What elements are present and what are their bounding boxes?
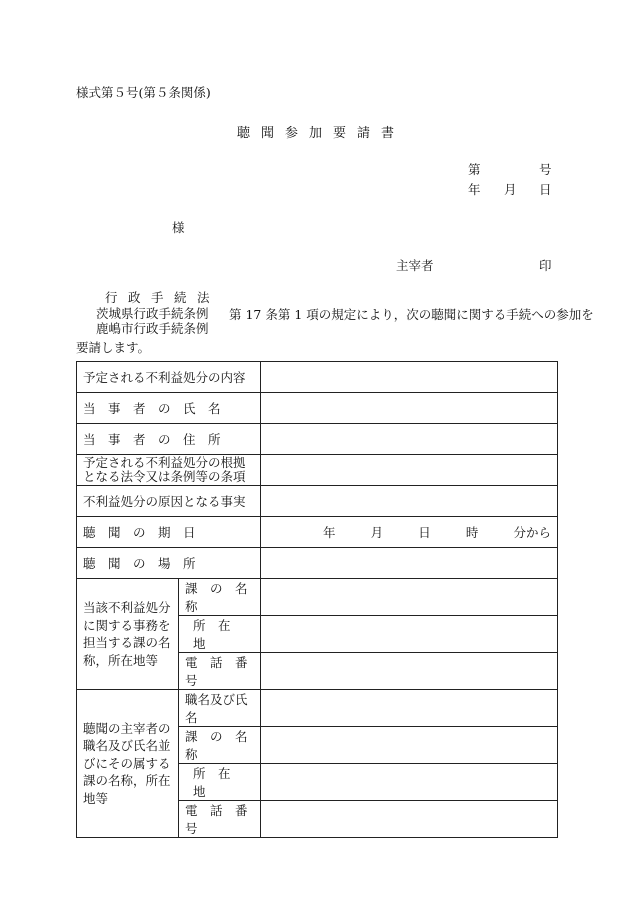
row-label: 予定される不利益処分の内容 <box>77 362 261 393</box>
row-label: 予定される不利益処分の根拠となる法令又は条例等の条項 <box>77 455 261 486</box>
value-cell[interactable] <box>261 764 558 801</box>
host-section-label: 聴聞の主宰者の職名及び氏名並びにその属する課の名称，所在地等 <box>77 690 179 838</box>
table-row <box>77 424 558 455</box>
sub-label: 課 の 名 称 <box>179 579 261 616</box>
value-cell[interactable] <box>261 727 558 764</box>
hearing-date-line <box>323 523 551 541</box>
value-cell[interactable] <box>261 616 558 653</box>
value-cell[interactable] <box>261 579 558 616</box>
table-row <box>77 362 558 393</box>
sub-label: 所 在 地 <box>179 616 261 653</box>
law-item: 鹿嶋市行政手続条例 <box>96 321 209 336</box>
table-row <box>77 690 558 727</box>
sub-label: 課 の 名 称 <box>179 727 261 764</box>
sub-label: 所 在 地 <box>179 764 261 801</box>
addressee-suffix: 様 <box>172 220 185 235</box>
hearing-date-cell[interactable] <box>261 517 558 548</box>
hearing-date-day: 日 <box>418 525 431 540</box>
host-label: 主宰者 <box>396 258 434 273</box>
body-text-continued: 要請します。 <box>76 340 151 355</box>
doc-no-prefix: 第 <box>468 162 481 177</box>
law-item: 行 政 手 続 法 <box>105 290 209 305</box>
hearing-date-year: 年 <box>323 525 336 540</box>
law-item: 茨城県行政手続条例 <box>96 305 209 321</box>
table-row <box>77 517 558 548</box>
value-cell[interactable] <box>261 424 558 455</box>
value-cell[interactable] <box>261 653 558 690</box>
row-label: 不利益処分の原因となる事実 <box>77 486 261 517</box>
sub-label: 電 話 番 号 <box>179 653 261 690</box>
sub-label: 職名及び氏名 <box>179 690 261 727</box>
date-year: 年 <box>468 182 481 197</box>
document-title: 聴聞参加要請書 <box>237 126 406 141</box>
doc-no-suffix: 号 <box>539 162 552 177</box>
hearing-date-month: 月 <box>370 525 384 540</box>
form-number: 様式第５号(第５条関係) <box>76 85 211 100</box>
value-cell[interactable] <box>261 690 558 727</box>
date-day: 日 <box>539 182 552 197</box>
value-cell[interactable] <box>261 455 558 486</box>
table-row <box>77 455 558 486</box>
row-label: 聴 聞 の 期 日 <box>77 517 261 548</box>
value-cell[interactable] <box>261 393 558 424</box>
law-list <box>96 290 209 337</box>
body-text: 第 17 条第 1 項の規定により，次の聴聞に関する手続への参加を <box>229 307 594 322</box>
sub-label: 電 話 番 号 <box>179 801 261 838</box>
value-cell[interactable] <box>261 548 558 579</box>
table-row <box>77 548 558 579</box>
table-row <box>77 393 558 424</box>
hearing-date-hour: 時 <box>465 525 479 540</box>
office-section-label: 当該不利益処分に関する事務を担当する課の名称，所在地等 <box>77 579 179 690</box>
row-label: 当 事 者 の 住 所 <box>77 424 261 455</box>
date-month: 月 <box>504 182 517 197</box>
value-cell[interactable] <box>261 801 558 838</box>
row-label: 聴 聞 の 場 所 <box>77 548 261 579</box>
table-row <box>77 579 558 616</box>
value-cell[interactable] <box>261 362 558 393</box>
request-form-table <box>76 361 558 838</box>
hearing-date-from: 分から <box>513 525 551 540</box>
row-label: 当 事 者 の 氏 名 <box>77 393 261 424</box>
table-row <box>77 486 558 517</box>
seal-mark: 印 <box>539 258 552 273</box>
value-cell[interactable] <box>261 486 558 517</box>
